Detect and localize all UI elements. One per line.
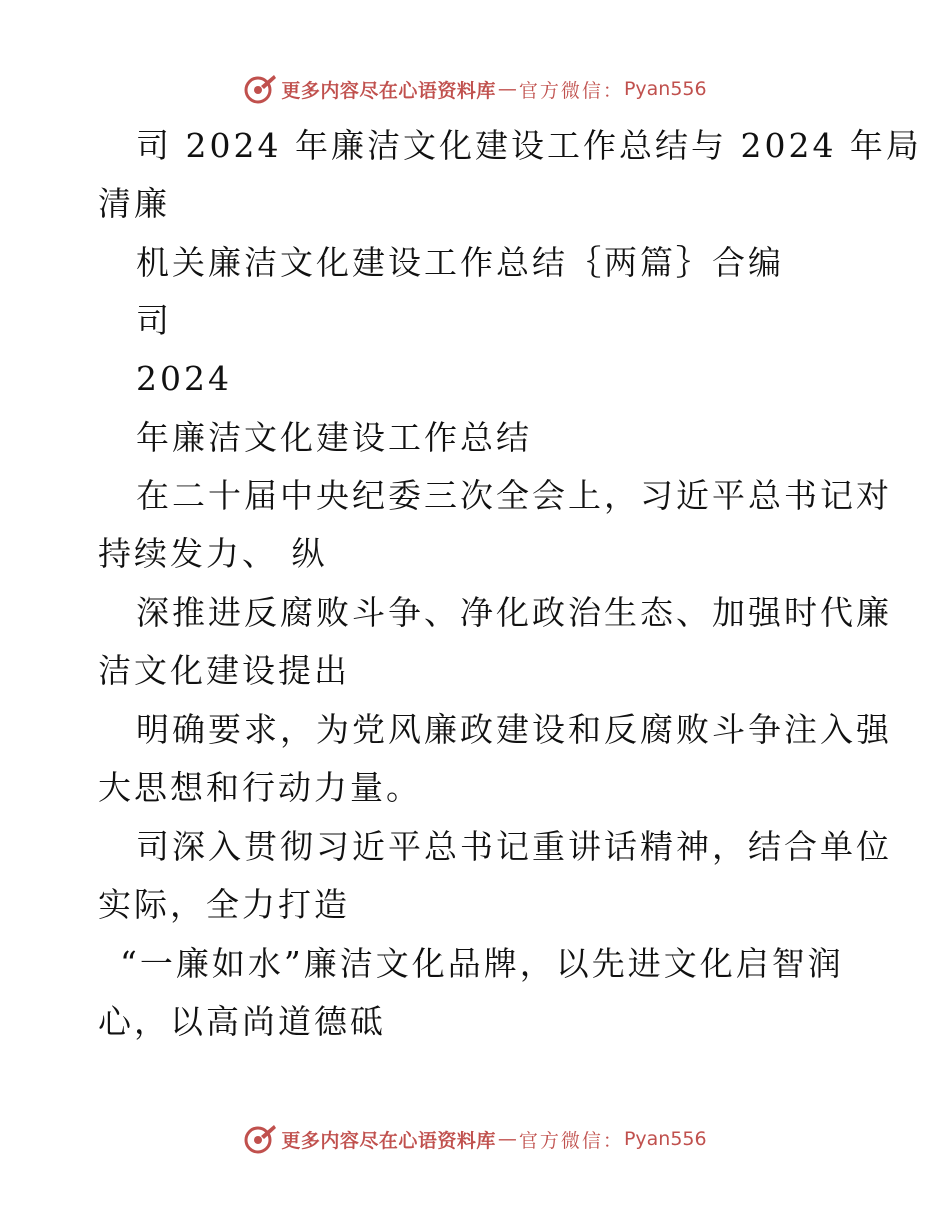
document-line: 深推进反腐败斗争、净化政治生态、加强时代廉 [136,593,892,632]
document-line: 实际，全力打造 [98,885,350,924]
banner-wechat-id: Pyan556 [623,78,707,100]
document-line: 司深入贯彻习近平总书记重讲话精神，结合单位 [136,827,892,866]
logo-icon [243,72,277,106]
logo-icon [243,1122,277,1156]
document-line: 2024 [136,359,232,398]
document-line: 机关廉洁文化建设工作总结｛两篇｝合编 [136,243,784,282]
document-line: “一廉如水”廉洁文化品牌，以先进文化启智润 [120,944,844,983]
document-line: 清廉 [98,184,170,223]
banner-wechat-id: Pyan556 [623,1128,707,1150]
document-line: 年廉洁文化建设工作总结 [136,418,532,457]
document-line: 洁文化建设提出 [98,651,350,690]
banner-official-label: 官方微信： [518,79,624,102]
document-line: 持续发力、 纵 [98,534,328,573]
banner-separator: — [497,78,517,100]
banner-separator: — [497,1128,517,1150]
document-line: 大思想和行动力量。 [98,768,422,807]
document-line: 在二十届中央纪委三次全会上，习近平总书记对 [136,476,892,515]
document-line: 心，以高尚道德砥 [98,1002,386,1041]
banner-brand-text: 更多内容尽在心语资料库 [281,79,496,102]
document-line: 司 2024 年廉洁文化建设工作总结与 2024 年局 [136,126,922,165]
document-line: 明确要求，为党风廉政建设和反腐败斗争注入强 [136,710,892,749]
footer-banner [0,1122,950,1156]
document-line: 司 [136,301,172,340]
banner-brand-text: 更多内容尽在心语资料库 [281,1129,496,1152]
header-banner [0,72,950,106]
banner-official-label: 官方微信： [518,1129,624,1152]
